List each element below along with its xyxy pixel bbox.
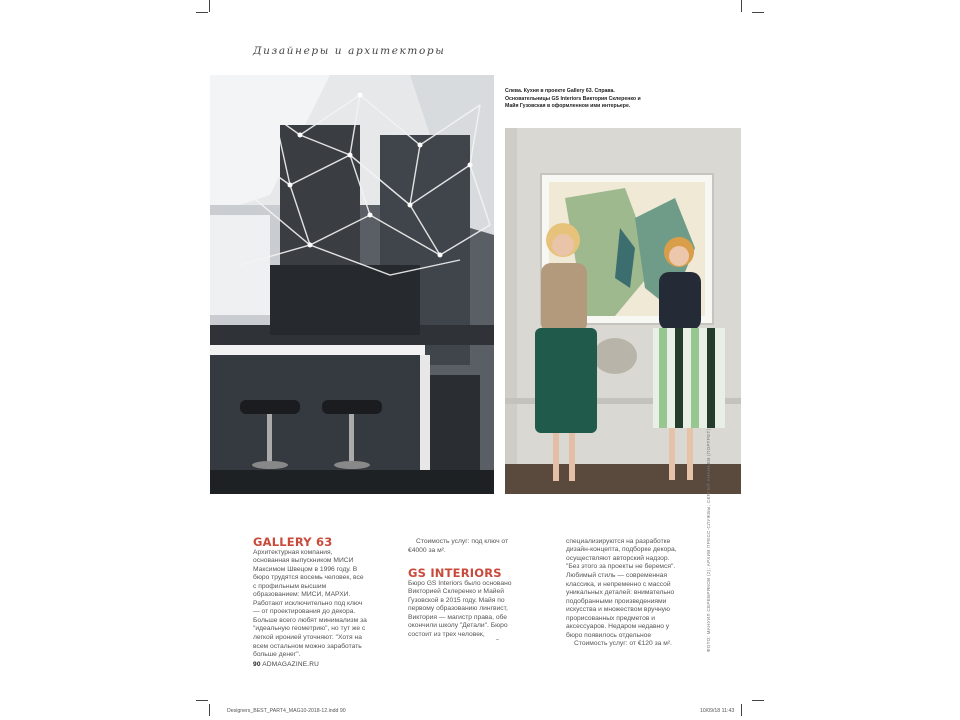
heading-gallery63: GALLERY 63 bbox=[253, 535, 333, 549]
gs-interiors-text-continued bbox=[566, 538, 680, 640]
column-gs-continued bbox=[566, 538, 680, 649]
file-slug: Designers_BEST_PART4_MAG10-2018-12.indd 90 bbox=[227, 708, 346, 714]
gs-interiors-text-cont: специализируются на разработке дизайн-концепта, подборке декора, осуществляют авторский надзор. "Без этого за проекты не беремся". Любимый стиль — современная классика, и непременно с массой уникальных деталей: внимательно подобранными произведениями искусства и множеством вручную прорисованных предметов и аксессуаров. Недаром недавно у бюро появилось отдельное bbox=[566, 538, 677, 639]
site-url: ADMAGAZINE.RU bbox=[262, 661, 320, 668]
gs-interiors-price: Стоимость услуг: от €120 за м². bbox=[574, 640, 672, 647]
gallery63-price: Стоимость услуг: под ключ от €4000 за м². bbox=[408, 538, 509, 554]
kitchen-photo bbox=[210, 75, 494, 494]
heading-gs-interiors: GS INTERIORS bbox=[408, 566, 502, 581]
gs-interiors-text: Бюро GS Interiors было основано Викторией Склеренко и Майей Гузовской в 2015 году. Майя по первому образованию лингвист, Виктория — магистр права, обе окончили школу "Детали". Бюро состоит из трех человек, bbox=[408, 579, 512, 638]
column-gs-interiors bbox=[408, 538, 522, 640]
photo-caption: Слева. Кухня в проекте Gallery 63. Справа. Основательницы GS Interiors Виктория Склеренко и Майя Гузовская в оформленном ими интерьере. bbox=[505, 88, 641, 110]
section-title: Дизайнеры и архитекторы bbox=[253, 45, 446, 57]
page-footer bbox=[253, 661, 319, 668]
page-number: 90 bbox=[253, 661, 261, 668]
photo-credit: ФОТО: МАНУИЛ СЕРЕБРЯКОВ (2); АРХИВ ПРЕСС-СЛУЖБЫ; СЕРГЕЙ АНАНЬЕВ (ПОРТРЕТ) bbox=[706, 428, 711, 652]
date-slug: 10/09/18 11:43 bbox=[700, 708, 735, 714]
gallery63-text: Архитектурная компания, основанная выпускником МИСИ Максимом Швецом в 1996 году. В бюро трудятся восемь человек, все с профильным высшим образованием: МИСИ, МАРХИ. Работают исключительно под ключ — от проектирования до декора. Больше всего любят минимализм за "идеальную геометрию", но тут же с легкой иронией уточняют: "Хотя на всем остальном можно заработать больше денег". bbox=[253, 548, 367, 659]
column-gallery63 bbox=[253, 535, 367, 660]
